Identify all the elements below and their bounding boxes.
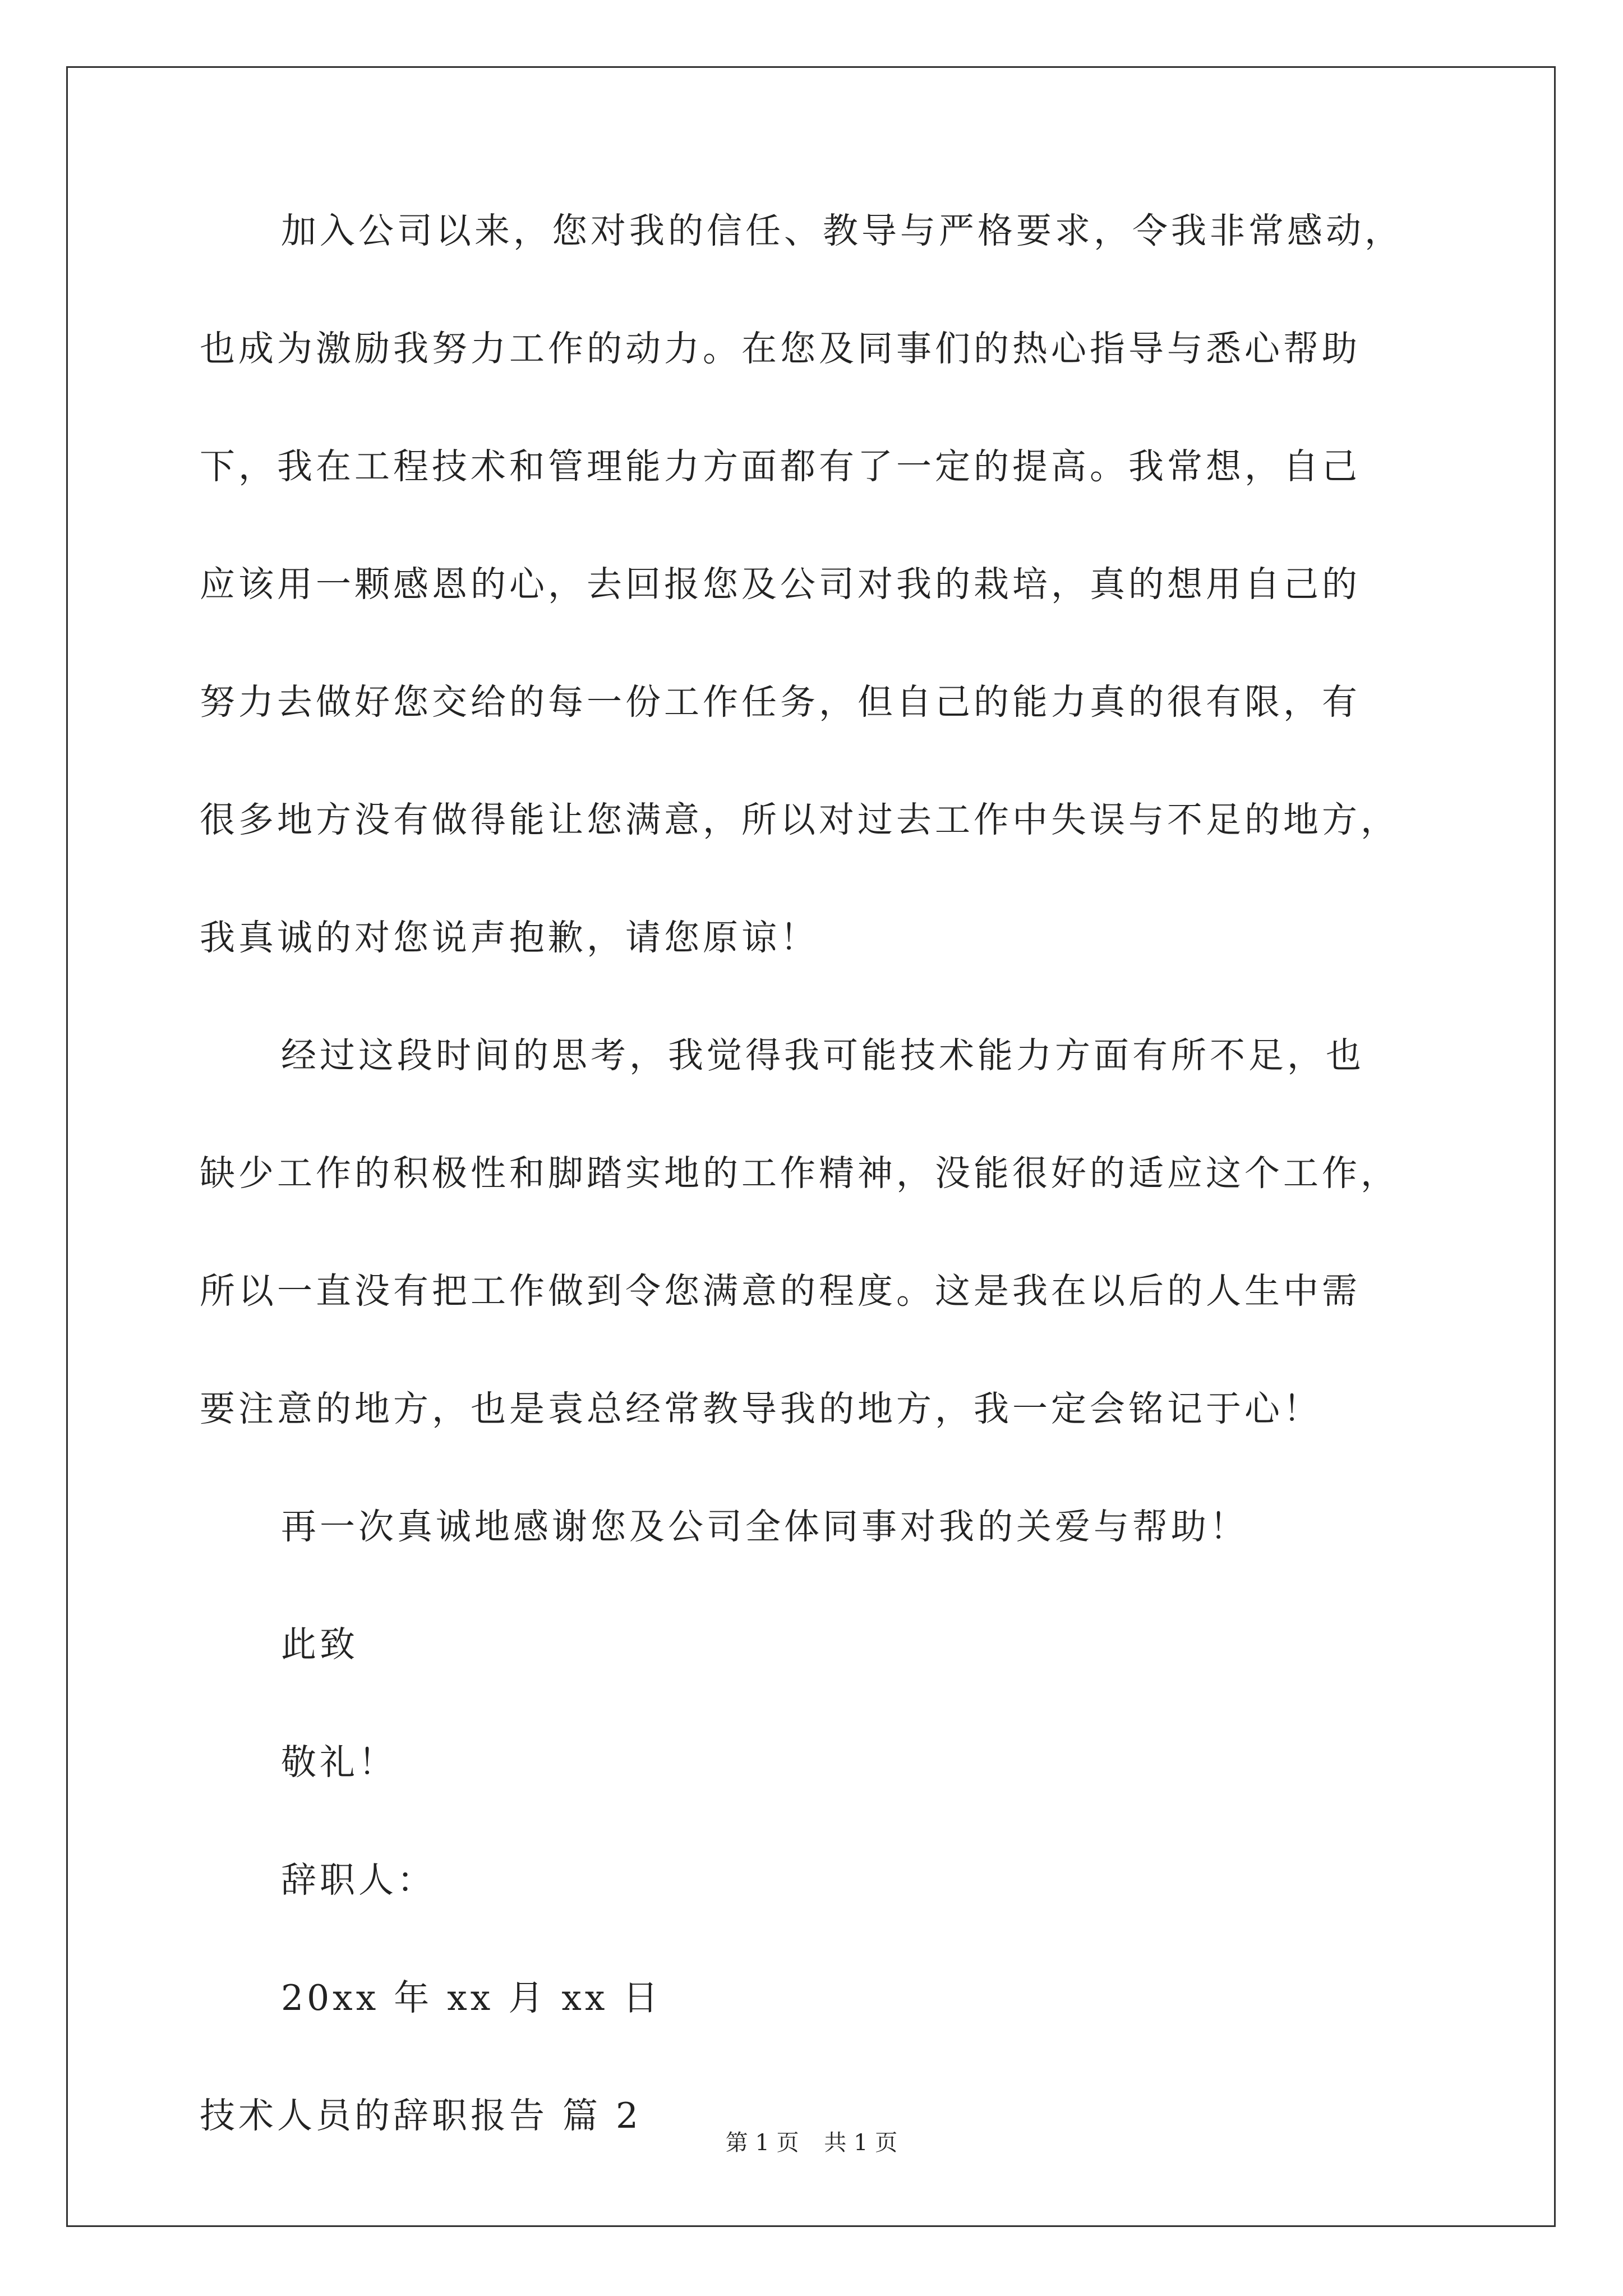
page-footer (0, 2132, 1623, 2154)
date-line: 20xx 年 xx 月 xx 日 (281, 1977, 662, 2018)
paragraph-1-line-2: 也成为激励我努力工作的动力。在您及同事们的热心指导与悉心帮助 (200, 328, 1361, 369)
thanks-paragraph: 再一次真诚地感谢您及公司全体同事对我的关爱与帮助！ (281, 1506, 1248, 1547)
signature-label: 辞职人： (281, 1860, 436, 1901)
closing-salutation: 此致 (281, 1624, 358, 1665)
paragraph-2-line-1: 经过这段时间的思考，我觉得我可能技术能力方面有所不足，也 (281, 1035, 1364, 1076)
page-number-current: 第 1 页 (725, 2130, 799, 2156)
paragraph-2-line-4: 要注意的地方，也是袁总经常教导我的地方，我一定会铭记于心！ (200, 1388, 1322, 1429)
page-number-total: 共 1 页 (824, 2130, 898, 2156)
paragraph-2-line-3: 所以一直没有把工作做到令您满意的程度。这是我在以后的人生中需 (200, 1271, 1361, 1312)
paragraph-1-line-3: 下，我在工程技术和管理能力方面都有了一定的提高。我常想，自己 (200, 446, 1361, 487)
paragraph-2-line-2: 缺少工作的积极性和脚踏实地的工作精神，没能很好的适应这个工作， (200, 1153, 1399, 1194)
paragraph-1-line-4: 应该用一颗感恩的心，去回报您及公司对我的栽培，真的想用自己的 (200, 564, 1361, 605)
document-body (200, 210, 1433, 2216)
closing-regards: 敬礼！ (281, 1742, 397, 1783)
paragraph-1-line-1: 加入公司以来，您对我的信任、教导与严格要求，令我非常感动， (281, 210, 1403, 251)
paragraph-1-line-7: 我真诚的对您说声抱歉，请您原谅！ (200, 917, 819, 958)
paragraph-1-line-5: 努力去做好您交给的每一份工作任务，但自己的能力真的很有限，有 (200, 682, 1361, 723)
section-heading: 技术人员的辞职报告 篇 2 (200, 2095, 642, 2136)
paragraph-1-line-6: 很多地方没有做得能让您满意，所以对过去工作中失误与不足的地方， (200, 799, 1399, 840)
